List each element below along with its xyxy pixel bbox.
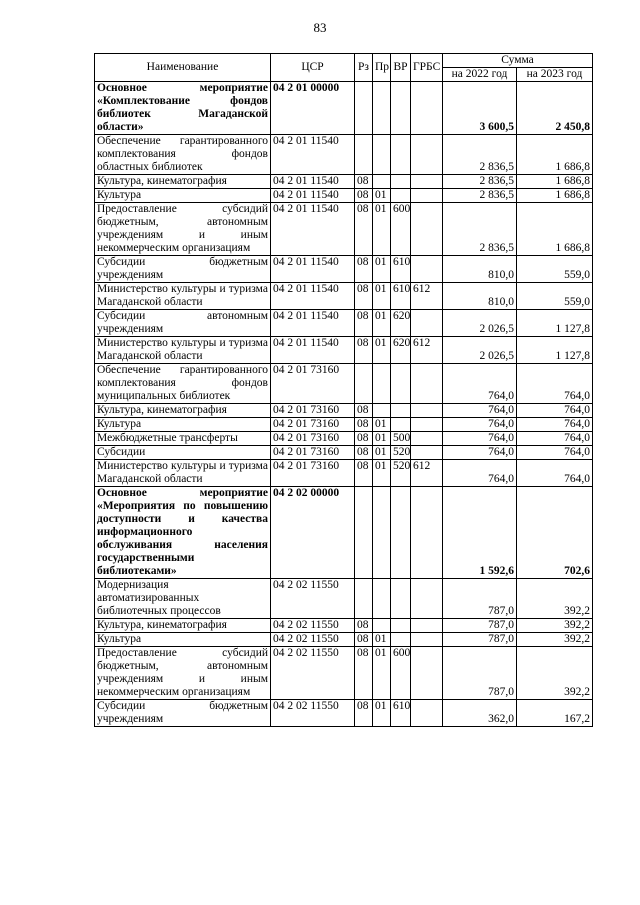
- cell-pr: 01: [373, 310, 391, 337]
- cell-grbs: [411, 633, 443, 647]
- cell-sum-2022: 787,0: [443, 619, 517, 633]
- cell-rz: 08: [355, 647, 373, 700]
- header-grbs: ГРБС: [411, 54, 443, 82]
- cell-rz: [355, 135, 373, 175]
- cell-grbs: [411, 446, 443, 460]
- page-number: 83: [313, 20, 327, 35]
- cell-sum-2023: 392,2: [517, 579, 593, 619]
- cell-sum-2022: 1 592,6: [443, 487, 517, 579]
- cell-csr: 04 2 01 73160: [271, 460, 355, 487]
- cell-vr: [391, 619, 411, 633]
- cell-grbs: [411, 310, 443, 337]
- cell-sum-2023: 764,0: [517, 418, 593, 432]
- cell-pr: 01: [373, 337, 391, 364]
- cell-sum-2023: 1 686,8: [517, 203, 593, 256]
- cell-sum-2023: 1 686,8: [517, 175, 593, 189]
- cell-grbs: 612: [411, 283, 443, 310]
- cell-pr: [373, 487, 391, 579]
- cell-grbs: 612: [411, 460, 443, 487]
- cell-sum-2023: 2 450,8: [517, 82, 593, 135]
- cell-sum-2023: 1 127,8: [517, 337, 593, 364]
- cell-grbs: [411, 175, 443, 189]
- table-row: [95, 404, 593, 418]
- cell-vr: 620: [391, 310, 411, 337]
- cell-name: Предоставление субсидий бюджетным, автономным учреждениям и иным некоммерческим организациям: [95, 203, 271, 256]
- cell-vr: 610: [391, 283, 411, 310]
- cell-pr: 01: [373, 189, 391, 203]
- table-row: [95, 432, 593, 446]
- header-row: [95, 54, 593, 68]
- cell-sum-2022: 764,0: [443, 432, 517, 446]
- cell-csr: 04 2 02 11550: [271, 647, 355, 700]
- cell-name: Культура: [95, 633, 271, 647]
- header-year-2022: на 2022 год: [443, 68, 517, 82]
- cell-sum-2023: 392,2: [517, 647, 593, 700]
- cell-sum-2022: 2 836,5: [443, 189, 517, 203]
- cell-csr: 04 2 01 11540: [271, 203, 355, 256]
- cell-name: Субсидии: [95, 446, 271, 460]
- cell-vr: 500: [391, 432, 411, 446]
- cell-name: Культура, кинематография: [95, 175, 271, 189]
- cell-sum-2023: 1 127,8: [517, 310, 593, 337]
- cell-sum-2022: 764,0: [443, 404, 517, 418]
- cell-vr: 600: [391, 203, 411, 256]
- cell-name: Министерство культуры и туризма Магаданской области: [95, 283, 271, 310]
- cell-pr: 01: [373, 460, 391, 487]
- cell-name: Министерство культуры и туризма Магаданской области: [95, 460, 271, 487]
- table-row: [95, 82, 593, 135]
- cell-csr: 04 2 01 11540: [271, 283, 355, 310]
- cell-rz: 08: [355, 432, 373, 446]
- cell-vr: [391, 404, 411, 418]
- cell-grbs: [411, 364, 443, 404]
- cell-sum-2023: 1 686,8: [517, 135, 593, 175]
- cell-name: Министерство культуры и туризма Магаданской области: [95, 337, 271, 364]
- cell-grbs: [411, 189, 443, 203]
- cell-rz: 08: [355, 460, 373, 487]
- cell-pr: [373, 619, 391, 633]
- cell-vr: [391, 487, 411, 579]
- cell-vr: [391, 135, 411, 175]
- table-row: [95, 310, 593, 337]
- cell-csr: 04 2 02 11550: [271, 700, 355, 727]
- table-row: [95, 487, 593, 579]
- table-row: [95, 700, 593, 727]
- cell-name: Культура, кинематография: [95, 404, 271, 418]
- table-row: [95, 633, 593, 647]
- cell-sum-2022: 764,0: [443, 460, 517, 487]
- cell-rz: 08: [355, 256, 373, 283]
- cell-sum-2023: 392,2: [517, 619, 593, 633]
- header-vr: ВР: [391, 54, 411, 82]
- cell-pr: 01: [373, 700, 391, 727]
- cell-rz: 08: [355, 203, 373, 256]
- cell-name: Основное мероприятие «Комплектование фондов библиотек Магаданской области»: [95, 82, 271, 135]
- cell-rz: 08: [355, 446, 373, 460]
- cell-pr: 01: [373, 256, 391, 283]
- cell-grbs: [411, 82, 443, 135]
- cell-csr: 04 2 01 11540: [271, 337, 355, 364]
- cell-sum-2022: 2 836,5: [443, 203, 517, 256]
- cell-vr: 520: [391, 460, 411, 487]
- cell-csr: 04 2 01 11540: [271, 189, 355, 203]
- cell-rz: [355, 364, 373, 404]
- cell-grbs: [411, 256, 443, 283]
- cell-sum-2023: 559,0: [517, 283, 593, 310]
- table-row: [95, 203, 593, 256]
- cell-csr: 04 2 02 11550: [271, 619, 355, 633]
- table-row: [95, 283, 593, 310]
- cell-pr: [373, 579, 391, 619]
- table-row: [95, 135, 593, 175]
- cell-sum-2023: 764,0: [517, 446, 593, 460]
- cell-grbs: 612: [411, 337, 443, 364]
- table-row: [95, 579, 593, 619]
- header-pr: Пр: [373, 54, 391, 82]
- cell-grbs: [411, 432, 443, 446]
- cell-vr: 610: [391, 700, 411, 727]
- cell-vr: [391, 189, 411, 203]
- cell-sum-2023: 702,6: [517, 487, 593, 579]
- cell-grbs: [411, 619, 443, 633]
- cell-name: Предоставление субсидий бюджетным, автономным учреждениям и иным некоммерческим организациям: [95, 647, 271, 700]
- cell-sum-2022: 787,0: [443, 579, 517, 619]
- table-row: [95, 189, 593, 203]
- cell-csr: 04 2 01 11540: [271, 135, 355, 175]
- cell-csr: 04 2 01 73160: [271, 446, 355, 460]
- table-row: [95, 619, 593, 633]
- table-row: [95, 418, 593, 432]
- cell-name: Культура: [95, 418, 271, 432]
- cell-sum-2023: 167,2: [517, 700, 593, 727]
- cell-sum-2022: 362,0: [443, 700, 517, 727]
- cell-csr: 04 2 01 11540: [271, 175, 355, 189]
- header-sum: Сумма: [443, 54, 593, 68]
- cell-pr: 01: [373, 432, 391, 446]
- header-year-2023: на 2023 год: [517, 68, 593, 82]
- cell-rz: 08: [355, 283, 373, 310]
- cell-pr: [373, 135, 391, 175]
- cell-pr: 01: [373, 446, 391, 460]
- cell-name: Основное мероприятие «Мероприятия по повышению доступности и качества информационного обслуживания населения государственными библиотеками»: [95, 487, 271, 579]
- cell-sum-2022: 2 026,5: [443, 310, 517, 337]
- cell-sum-2023: 559,0: [517, 256, 593, 283]
- cell-sum-2023: 764,0: [517, 404, 593, 418]
- cell-vr: 610: [391, 256, 411, 283]
- cell-csr: 04 2 01 73160: [271, 364, 355, 404]
- table-row: [95, 256, 593, 283]
- cell-vr: 600: [391, 647, 411, 700]
- cell-sum-2022: 810,0: [443, 256, 517, 283]
- cell-sum-2022: 2 026,5: [443, 337, 517, 364]
- cell-csr: 04 2 01 11540: [271, 256, 355, 283]
- cell-rz: 08: [355, 418, 373, 432]
- cell-csr: 04 2 02 00000: [271, 487, 355, 579]
- cell-rz: [355, 82, 373, 135]
- cell-grbs: [411, 135, 443, 175]
- cell-pr: 01: [373, 203, 391, 256]
- cell-vr: [391, 418, 411, 432]
- cell-vr: [391, 579, 411, 619]
- cell-grbs: [411, 700, 443, 727]
- cell-name: Культура: [95, 189, 271, 203]
- cell-rz: 08: [355, 633, 373, 647]
- cell-pr: [373, 82, 391, 135]
- cell-name: Культура, кинематография: [95, 619, 271, 633]
- cell-name: Обеспечение гарантированного комплектования фондов муниципальных библиотек: [95, 364, 271, 404]
- header-rz: Рз: [355, 54, 373, 82]
- cell-grbs: [411, 404, 443, 418]
- cell-rz: 08: [355, 404, 373, 418]
- cell-vr: 620: [391, 337, 411, 364]
- cell-csr: 04 2 01 73160: [271, 432, 355, 446]
- cell-rz: [355, 579, 373, 619]
- cell-rz: 08: [355, 700, 373, 727]
- cell-rz: [355, 487, 373, 579]
- cell-sum-2023: 764,0: [517, 364, 593, 404]
- cell-pr: 01: [373, 283, 391, 310]
- cell-sum-2022: 2 836,5: [443, 135, 517, 175]
- cell-csr: 04 2 01 11540: [271, 310, 355, 337]
- cell-csr: 04 2 01 73160: [271, 418, 355, 432]
- table-row: [95, 175, 593, 189]
- cell-csr: 04 2 01 00000: [271, 82, 355, 135]
- cell-pr: 01: [373, 418, 391, 432]
- cell-grbs: [411, 579, 443, 619]
- cell-sum-2023: 392,2: [517, 633, 593, 647]
- table-row: [95, 647, 593, 700]
- cell-sum-2023: 764,0: [517, 432, 593, 446]
- cell-sum-2023: 764,0: [517, 460, 593, 487]
- cell-csr: 04 2 02 11550: [271, 633, 355, 647]
- cell-sum-2022: 764,0: [443, 418, 517, 432]
- cell-sum-2022: 764,0: [443, 364, 517, 404]
- table-row: [95, 460, 593, 487]
- cell-rz: 08: [355, 310, 373, 337]
- table-row: [95, 337, 593, 364]
- budget-table: [94, 53, 593, 727]
- cell-vr: [391, 82, 411, 135]
- cell-name: Обеспечение гарантированного комплектования фондов областных библиотек: [95, 135, 271, 175]
- cell-sum-2022: 3 600,5: [443, 82, 517, 135]
- cell-rz: 08: [355, 189, 373, 203]
- cell-name: Субсидии бюджетным учреждениям: [95, 700, 271, 727]
- cell-sum-2022: 764,0: [443, 446, 517, 460]
- table-body: [95, 82, 593, 727]
- cell-pr: [373, 364, 391, 404]
- cell-grbs: [411, 203, 443, 256]
- cell-rz: 08: [355, 175, 373, 189]
- cell-name: Модернизация автоматизированных библиотечных процессов: [95, 579, 271, 619]
- cell-vr: [391, 364, 411, 404]
- cell-pr: [373, 404, 391, 418]
- cell-grbs: [411, 647, 443, 700]
- table-row: [95, 446, 593, 460]
- cell-sum-2022: 787,0: [443, 647, 517, 700]
- cell-name: Межбюджетные трансферты: [95, 432, 271, 446]
- cell-sum-2022: 810,0: [443, 283, 517, 310]
- cell-rz: 08: [355, 337, 373, 364]
- cell-csr: 04 2 01 73160: [271, 404, 355, 418]
- cell-grbs: [411, 487, 443, 579]
- cell-name: Субсидии автономным учреждениям: [95, 310, 271, 337]
- cell-rz: 08: [355, 619, 373, 633]
- cell-vr: [391, 175, 411, 189]
- cell-name: Субсидии бюджетным учреждениям: [95, 256, 271, 283]
- cell-pr: [373, 175, 391, 189]
- cell-sum-2022: 2 836,5: [443, 175, 517, 189]
- cell-sum-2023: 1 686,8: [517, 189, 593, 203]
- header-name: Наименование: [95, 54, 271, 82]
- cell-sum-2022: 787,0: [443, 633, 517, 647]
- header-csr: ЦСР: [271, 54, 355, 82]
- cell-grbs: [411, 418, 443, 432]
- cell-vr: 520: [391, 446, 411, 460]
- cell-csr: 04 2 02 11550: [271, 579, 355, 619]
- table-row: [95, 364, 593, 404]
- cell-pr: 01: [373, 647, 391, 700]
- cell-vr: [391, 633, 411, 647]
- cell-pr: 01: [373, 633, 391, 647]
